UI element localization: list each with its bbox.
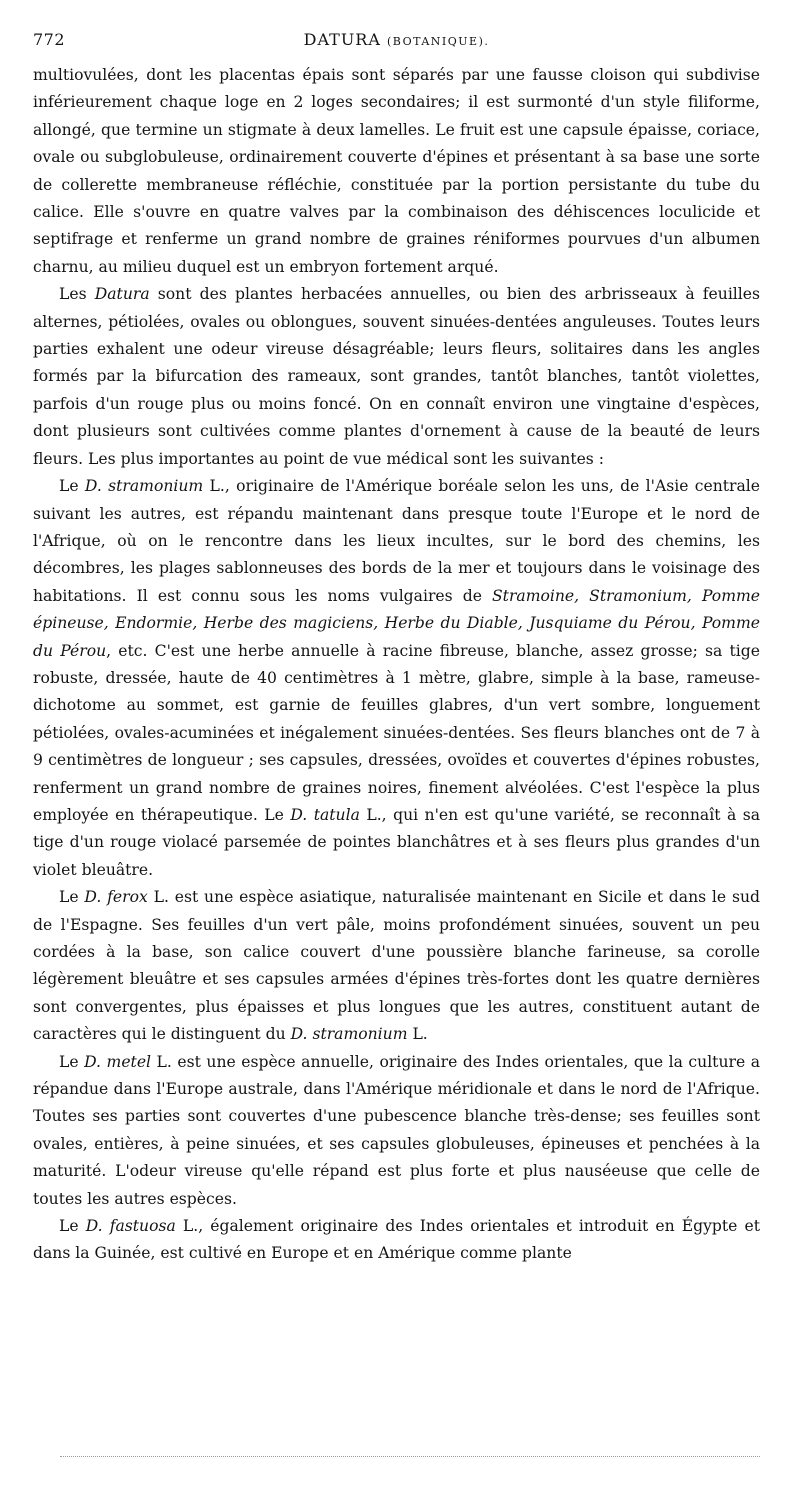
paragraph-text: L.	[407, 1025, 428, 1044]
species-name: D. tatula	[290, 805, 360, 824]
paragraph-text: L. est une espèce annuelle, originaire des Indes orientales, que la culture a répandue dans l'Europe australe, dans l'Amérique méridionale et dans le nord de l'Afrique. Toutes ses parties sont couvertes d'une pubescence blanche très-dense; ses feuilles sont ovales, entières, à peine sinuées, et ses capsules globuleuses, épineuses et penchées à la maturité. L'odeur vireuse qu'elle répand est plus forte et plus nauséeuse que celle de toutes les autres espèces.	[33, 1052, 760, 1208]
paragraph-text: L., également originaire des Indes orientales et introduit en Égypte et dans la Guinée, est cultivé en Europe et en Amérique comme plante	[33, 1217, 760, 1263]
paragraph-text: sont des plantes herbacées annuelles, ou bien des arbrisseaux à feuilles alternes, pétiolées, ovales ou oblongues, souvent sinuées-dentées anguleuses. Toutes leurs parties exhalent une odeur vireuse désagréable; leurs fleurs, solitaires dans les angles formés par la bifurcation des rameaux, sont grandes, tantôt blanches, tantôt violettes, parfois d'un rouge plus ou moins foncé. On en connaît environ une vingtaine d'espèces, dont plusieurs sont cultivées comme plantes d'ornement à cause de la beauté de leurs fleurs. Les plus importantes au point de vue médical sont les suivantes :	[33, 285, 761, 468]
paragraph-text: Le	[59, 477, 85, 496]
paragraph-text: Le	[59, 1052, 85, 1071]
paragraph-text: L., qui n'en est qu'une variété, se reconnaît à sa tige d'un rouge violacé parsemée de pointes blanchâtres et à ses fleurs plus grandes d'un violet bleuâtre.	[33, 805, 761, 879]
paragraph-text: Le	[59, 888, 85, 907]
genus-name: Datura	[94, 285, 150, 304]
paragraph-d-metel	[33, 1049, 760, 1213]
paragraph-text: L., originaire de l'Amérique boréale selon les uns, de l'Asie centrale suivant les autres, est répandu maintenant dans presque toute l'Europe et le nord de l'Afrique, où on le rencontre dans les lieux incultes, sur le bord des chemins, les décombres, les plages sablonneuses des bords de la mer et toujours dans le voisinage des habitations. Il est connu sous les noms vulgaires de	[33, 477, 761, 605]
species-name: D. stramonium	[84, 477, 204, 496]
paragraph-text: L. est une espèce asiatique, naturalisée maintenant en Sicile et dans le sud de l'Espagne. Ses feuilles d'un vert pâle, moins profondément sinuées, souvent un peu cordées à la base, son calice couvert d'une poussière blanche farineuse, sa corolle légèrement bleuâtre et ses capsules armées d'épines très-fortes dont les quatre dernières sont convergentes, plus épaisses et plus longues que les autres, constituent autant de caractères qui le distinguent du	[33, 888, 760, 1044]
page-number: 772	[33, 30, 66, 49]
paragraph-text: , etc. C'est une herbe annuelle à racine fibreuse, blanche, assez grosse; sa tige robuste, dressée, haute de 40 centimètres à 1 mètre, glabre, simple à la base, rameuse-dichotome au sommet, est garnie de feuilles glabres, d'un vert sombre, longuement pétiolées, ovales-acuminées et inégalement sinuées-dentées. Ses fleurs blanches ont de 7 à 9 centimètres de longueur ; ses capsules, dressées, ovoïdes et couvertes d'épines robustes, renferment un grand nombre de graines noires, finement alvéolées. C'est l'espèce la plus employée en thérapeutique. Le	[33, 641, 760, 824]
species-name: D. metel	[84, 1052, 152, 1071]
species-name: D. ferox	[84, 888, 148, 907]
paragraph-d-ferox	[33, 884, 760, 1048]
running-head	[33, 28, 760, 52]
paragraph-d-fastuosa	[33, 1213, 760, 1268]
vernacular-names: Stramoine, Stramonium, Pomme épineuse, Endormie, Herbe des magiciens, Herbe du Diable, Jusquiame du Pérou, Pomme du Pérou	[33, 586, 760, 660]
paragraph-d-stramonium	[33, 473, 760, 884]
paragraph-text: Les	[59, 285, 95, 304]
running-title	[33, 28, 760, 54]
species-name: D. fastuosa	[85, 1217, 176, 1236]
running-title-main: DATURA	[303, 30, 381, 49]
paragraph-genus-description	[33, 281, 760, 473]
paragraph-text: multiovulées, dont les placentas épais sont séparés par une fausse cloison qui subdivise inférieurement chaque loge en 2 loges secondaires; il est surmonté d'un style filiforme, allongé, que termine un stigmate à deux lamelles. Le fruit est une capsule épaisse, coriace, ovale ou subglobuleuse, ordinairement couverte d'épines et présentant à sa base une sorte de collerette membraneuse réfléchie, constituée par la portion persistante du tube du calice. Elle s'ouvre en quatre valves par la combinaison des déhiscences loculicide et septifrage et renferme un grand nombre de graines réniformes pourvues d'un albumen charnu, au milieu duquel est un embryon fortement arqué.	[33, 66, 760, 276]
footer-rule	[60, 1456, 760, 1457]
running-title-subtitle: (BOTANIQUE).	[387, 35, 490, 48]
paragraph-capsule-description	[33, 62, 760, 281]
species-name: D. stramonium	[290, 1025, 408, 1044]
body-text	[33, 62, 760, 1268]
paragraph-text: Le	[59, 1217, 86, 1236]
